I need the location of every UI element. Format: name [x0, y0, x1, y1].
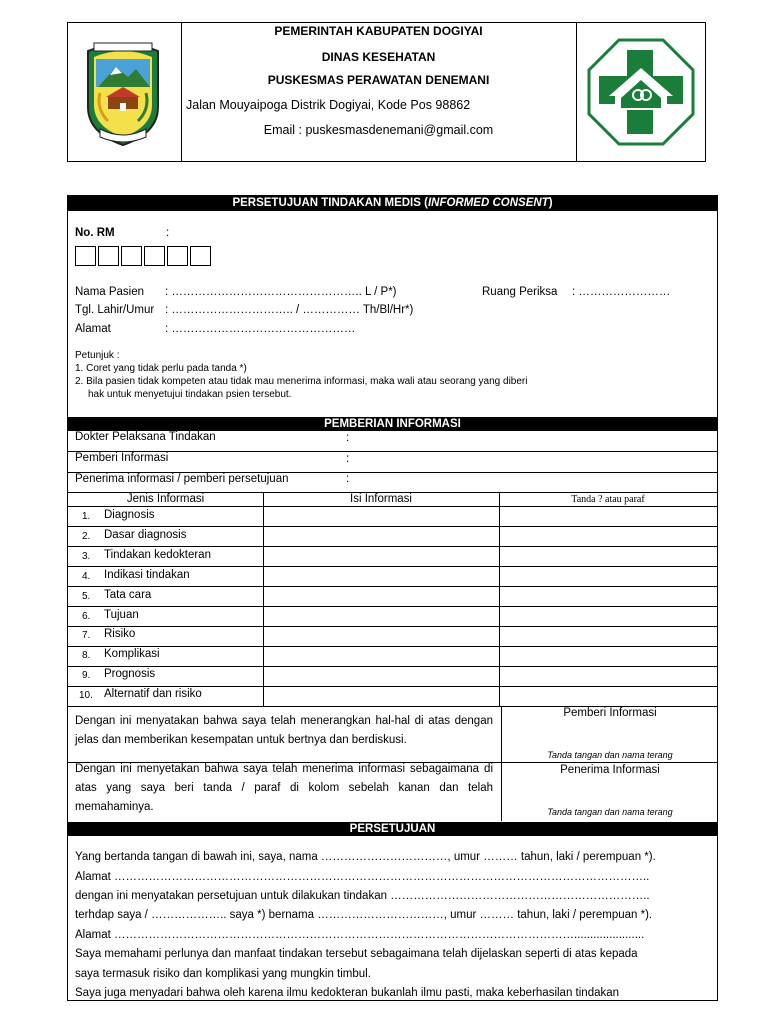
col-header-jenis: Jenis Informasi	[126, 493, 205, 505]
persetujuan-title: PERSETUJUAN	[349, 823, 436, 835]
puskesmas-emblem-icon	[587, 38, 695, 146]
petunjuk-item-2b: hak untuk menyetujui tindakan psien tersebut.	[88, 389, 292, 400]
no-rm-label: No. RM	[75, 227, 115, 239]
row-number: 2.	[82, 530, 91, 542]
no-rm-digit-box[interactable]	[144, 246, 165, 266]
row-tanda-paraf-cell[interactable]	[500, 666, 716, 685]
row-tanda-paraf-cell[interactable]	[500, 626, 716, 645]
row-number: 1.	[82, 511, 91, 522]
header-email: Email : puskesmasdenemani@gmail.com	[263, 123, 494, 137]
row-isi-informasi-cell[interactable]	[264, 527, 498, 546]
header-address: Jalan Mouyaipoga Distrik Dogiyai, Kode Pos 98862	[186, 98, 471, 112]
row-tanda-paraf-cell[interactable]	[500, 587, 716, 606]
header-line-dinas: DINAS KESEHATAN	[321, 50, 436, 64]
row-isi-informasi-cell[interactable]	[264, 507, 498, 526]
row-number: 7.	[82, 630, 91, 642]
row-number: 3.	[82, 550, 91, 562]
kabupaten-dogiyai-logo-icon	[80, 37, 166, 149]
row-tanda-paraf-cell[interactable]	[500, 567, 716, 586]
logo-cell	[68, 23, 182, 161]
no-rm-boxes[interactable]	[75, 246, 213, 266]
statement-penerima: Dengan ini menyetakan bahwa saya telah menerima informasi sebagaimana di atas yang saya beri tanda / paraf di kolom sebelah kanan dan telah memahaminya.	[75, 763, 493, 813]
form-title-end: )	[548, 197, 553, 209]
row-jenis-informasi: Komplikasi	[104, 648, 160, 661]
row-number: 5.	[82, 590, 91, 602]
row-number: 4.	[82, 570, 91, 582]
row-tanda-paraf-cell[interactable]	[500, 646, 716, 665]
no-rm-colon: :	[166, 227, 170, 239]
row-isi-informasi-cell[interactable]	[264, 587, 498, 606]
row-tanda-paraf-cell[interactable]	[500, 607, 716, 626]
row-isi-informasi-cell[interactable]	[264, 626, 498, 645]
row-isi-informasi-cell[interactable]	[264, 646, 498, 665]
persetujuan-line: terhdap saya / ……………….. saya *) bernama ……………………………, umur ……… tahun, laki / perempuan *).	[75, 909, 653, 921]
alamat-label: Alamat	[75, 323, 111, 335]
sig-pemberi-title: Pemberi Informasi	[563, 707, 657, 719]
petunjuk-title: Petunjuk :	[75, 350, 120, 361]
row-jenis-informasi: Prognosis	[104, 668, 156, 681]
row-number: 8.	[82, 650, 91, 662]
no-rm-digit-box[interactable]	[75, 246, 96, 266]
row-jenis-informasi: Risiko	[104, 628, 136, 641]
tgl-lahir-label: Tgl. Lahir/Umur	[75, 304, 155, 316]
sig-pemberi-subtitle[interactable]: Tanda tangan dan nama terang	[547, 750, 673, 760]
col-header-tanda: Tanda ? atau paraf	[571, 494, 645, 505]
no-rm-digit-box[interactable]	[121, 246, 142, 266]
row-jenis-informasi: Tindakan kedokteran	[104, 548, 211, 561]
dokter-pelaksana-colon: :	[346, 432, 350, 444]
persetujuan-line: saya termasuk risiko dan komplikasi yang mungkin timbul.	[75, 968, 371, 980]
row-isi-informasi-cell[interactable]	[264, 666, 498, 685]
pemberian-informasi-bar	[68, 417, 717, 431]
sig-penerima-title: Penerima Informasi	[560, 764, 660, 776]
form-title-bar	[68, 196, 717, 211]
pemberian-informasi-title: PEMBERIAN INFORMASI	[324, 418, 461, 430]
row-jenis-informasi: Tujuan	[104, 608, 139, 621]
row-jenis-informasi: Dasar diagnosis	[104, 528, 187, 541]
row-tanda-paraf-cell[interactable]	[500, 686, 716, 705]
header-line-pemerintah: PEMERINTAH KABUPATEN DOGIYAI	[274, 24, 483, 38]
pemberi-informasi-label: Pemberi Informasi	[75, 452, 169, 464]
pemberi-informasi-colon: :	[346, 453, 350, 465]
sig-penerima-subtitle[interactable]: Tanda tangan dan nama terang	[547, 807, 673, 817]
row-isi-informasi-cell[interactable]	[264, 567, 498, 586]
penerima-informasi-colon: :	[346, 473, 350, 485]
dokter-pelaksana-label: Dokter Pelaksana Tindakan	[75, 431, 216, 443]
row-jenis-informasi: Indikasi tindakan	[104, 568, 190, 581]
header-line-puskesmas: PUSKESMAS PERAWATAN DENEMANI	[267, 73, 490, 87]
petunjuk-item-2: 2. Bila pasien tidak kompeten atau tidak mau menerima informasi, maka wali atau seorang yang diberi	[75, 376, 528, 387]
ruang-periksa-field[interactable]: : ……………………	[572, 286, 671, 298]
emblem-cell	[576, 23, 706, 161]
row-tanda-paraf-cell[interactable]	[500, 527, 716, 546]
form-title-italic: INFORMED CONSENT	[427, 197, 549, 209]
row-number: 10.	[79, 690, 93, 702]
persetujuan-line: Alamat …………………………………………………………………………………………………………………………..	[75, 871, 650, 883]
row-tanda-paraf-cell[interactable]	[500, 547, 716, 566]
form-title: PERSETUJUAN TINDAKAN MEDIS (	[232, 197, 428, 209]
row-number: 9.	[82, 670, 91, 682]
persetujuan-line: dengan ini menyatakan persetujuan untuk dilakukan tindakan …………………………………………………………..	[75, 890, 650, 902]
penerima-informasi-label: Penerima informasi / pemberi persetujuan	[75, 473, 289, 485]
no-rm-digit-box[interactable]	[167, 246, 188, 266]
nama-pasien-field[interactable]: : ………………………………………….. L / P*)	[165, 286, 397, 298]
no-rm-digit-box[interactable]	[190, 246, 211, 266]
letterhead	[67, 22, 706, 162]
informed-consent-form	[67, 195, 718, 1001]
petunjuk-item-1: 1. Coret yang tidak perlu pada tanda *)	[75, 363, 247, 374]
row-jenis-informasi: Diagnosis	[104, 509, 155, 521]
row-isi-informasi-cell[interactable]	[264, 547, 498, 566]
row-isi-informasi-cell[interactable]	[264, 686, 498, 705]
tgl-lahir-field[interactable]: : ………………………….. / …………… Th/Bl/Hr*)	[165, 304, 414, 316]
col-header-isi: Isi Informasi	[350, 493, 412, 505]
persetujuan-line: Saya memahami perlunya dan manfaat tindakan tersebut sebagaimana telah dijelaskan seperti di atas kepada	[75, 948, 638, 960]
row-tanda-paraf-cell[interactable]	[500, 507, 716, 526]
statement-pemberi: Dengan ini menyatakan bahwa saya telah menerangkan hal-hal di atas dengan jelas dan memberikan kesempatan untuk bertnya dan berdiskusi.	[75, 715, 493, 746]
persetujuan-line: Saya juga menyadari bahwa oleh karena ilmu kedokteran bukanlah ilmu pasti, maka keberhasilan tindakan	[75, 987, 620, 999]
nama-pasien-label: Nama Pasien	[75, 286, 145, 298]
no-rm-digit-box[interactable]	[98, 246, 119, 266]
row-number: 6.	[82, 610, 91, 622]
row-jenis-informasi: Alternatif dan risiko	[104, 688, 202, 701]
row-jenis-informasi: Tata cara	[104, 588, 152, 601]
row-isi-informasi-cell[interactable]	[264, 607, 498, 626]
persetujuan-line: Yang bertanda tangan di bawah ini, saya, nama ……………………………, umur ……… tahun, laki / perempuan *).	[75, 851, 656, 863]
ruang-periksa-label: Ruang Periksa	[482, 286, 558, 298]
persetujuan-line: Alamat …………………………………………………………………………………………………………......................	[75, 929, 645, 941]
persetujuan-bar	[68, 822, 717, 836]
alamat-field[interactable]: : …………………………………………	[165, 323, 356, 335]
